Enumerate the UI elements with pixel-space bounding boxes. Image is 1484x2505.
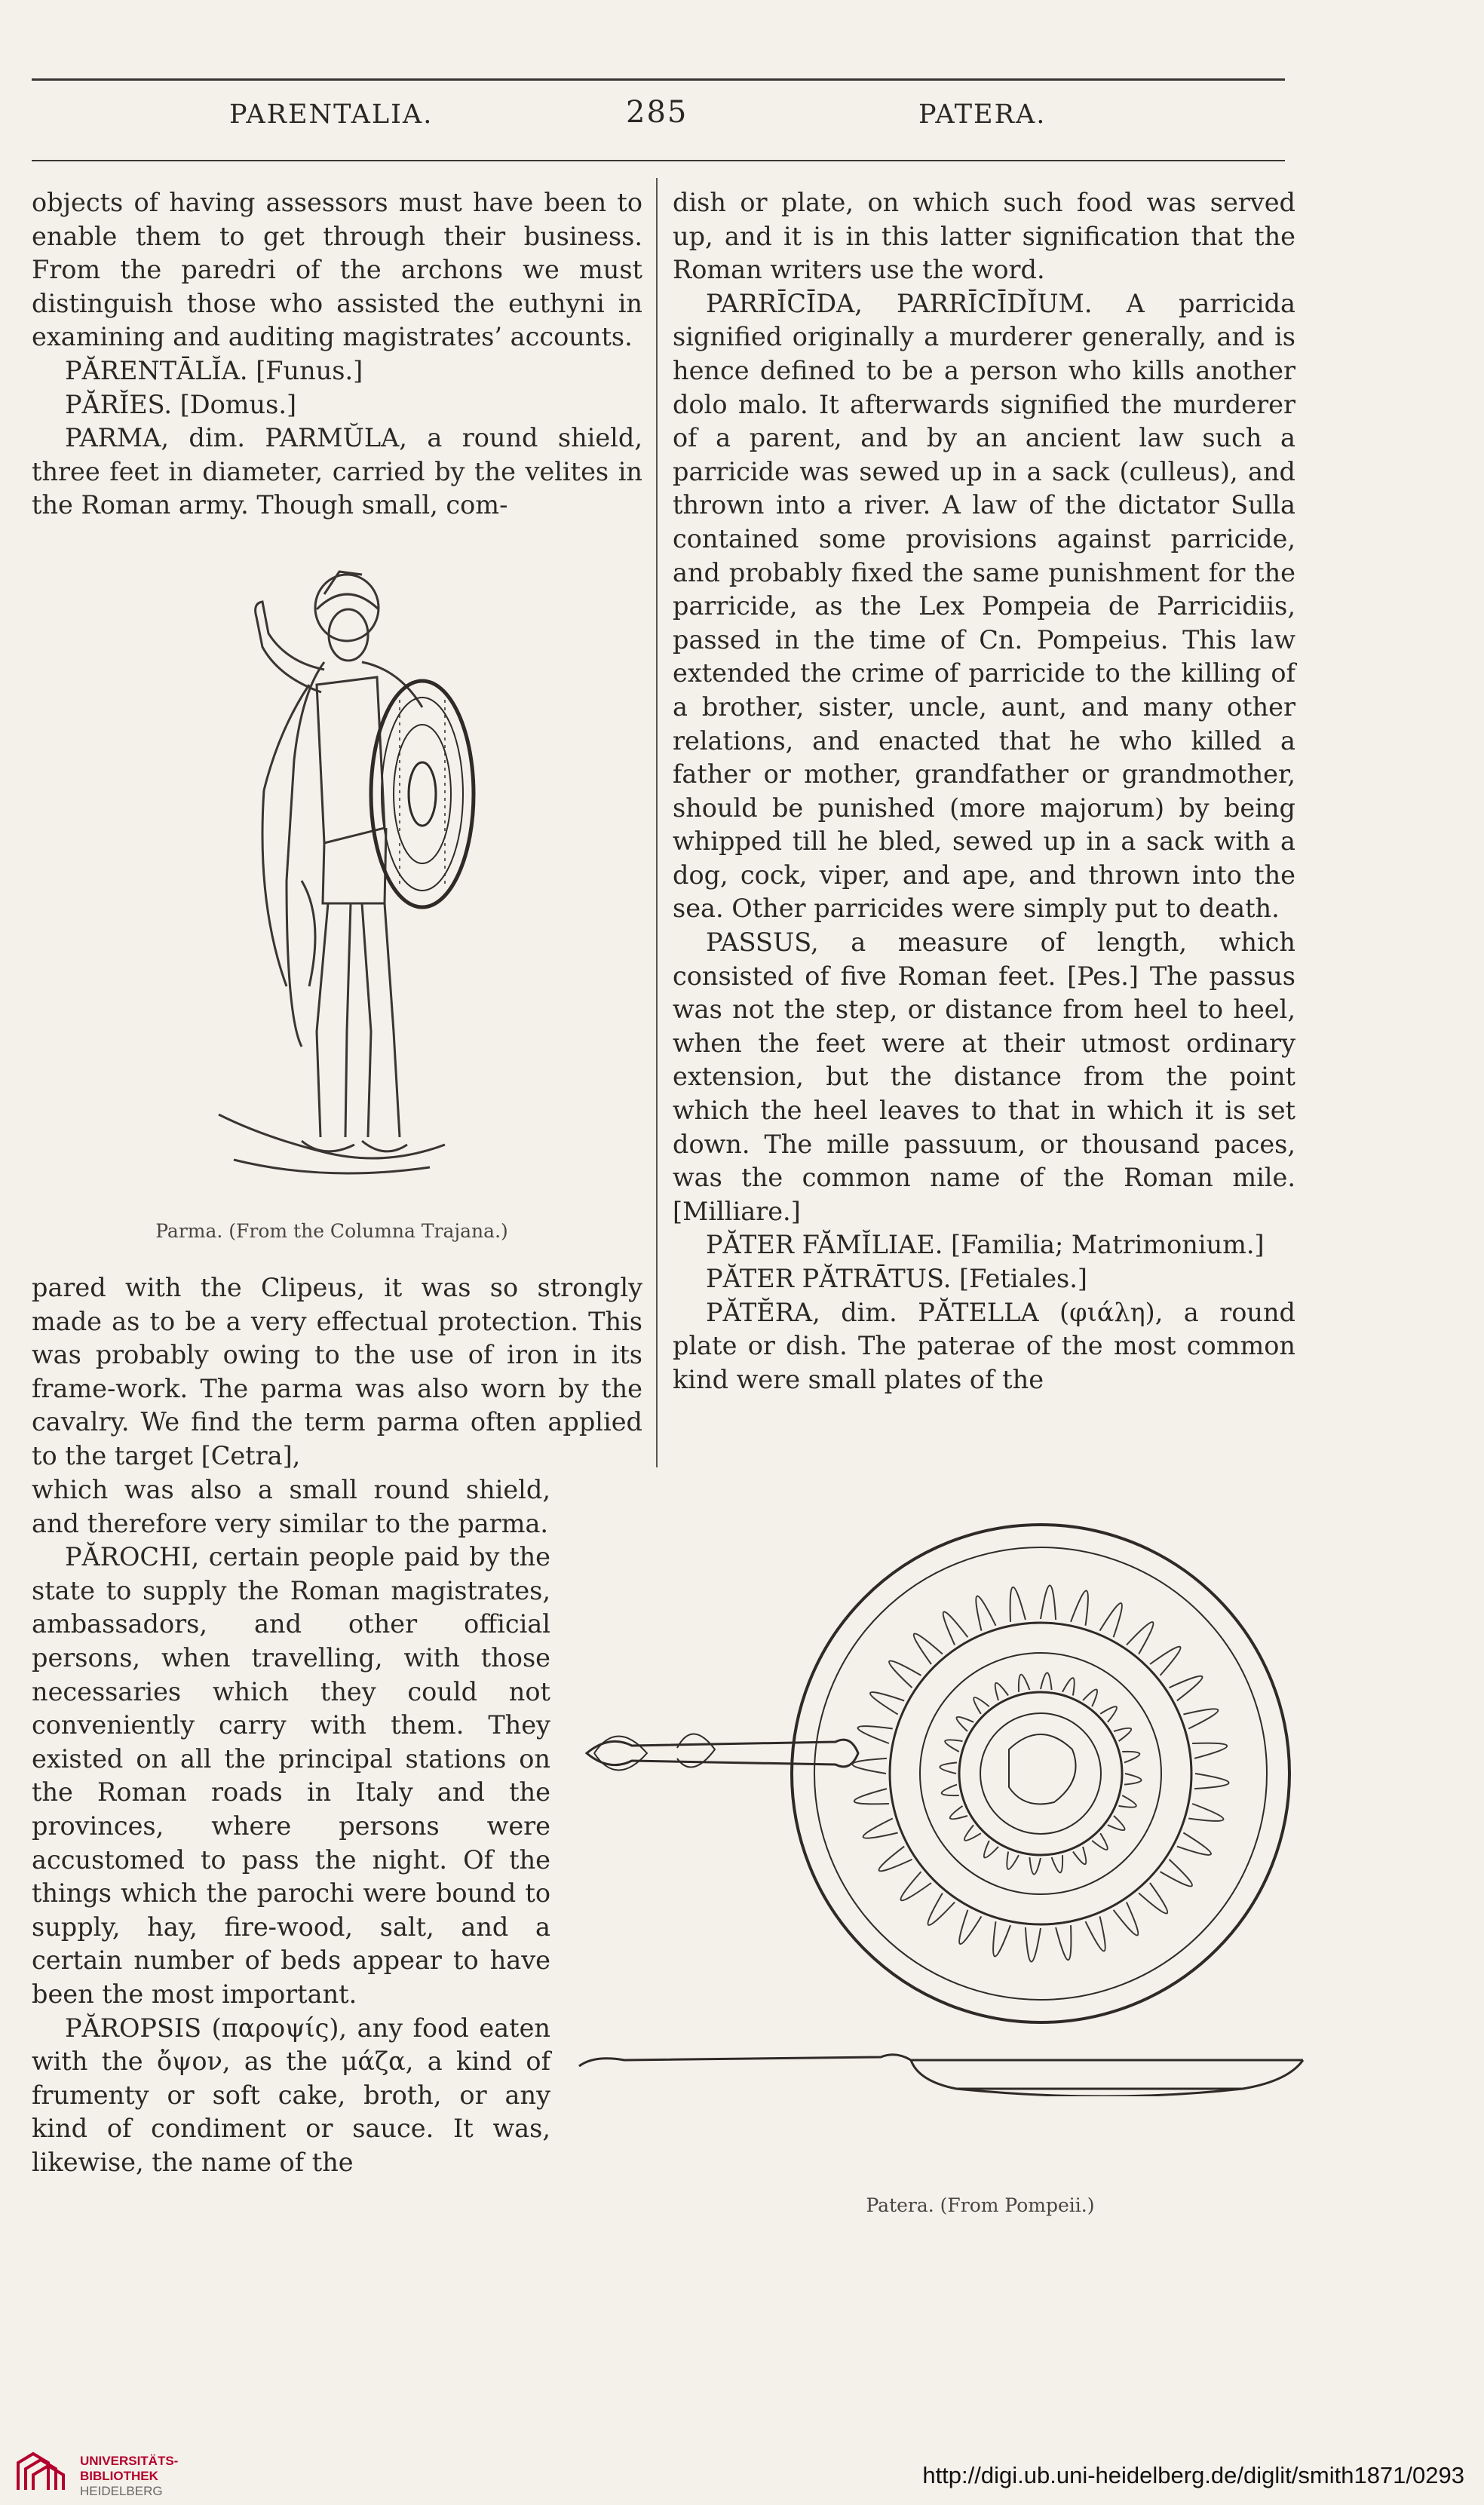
- paragraph-dish: dish or plate, on which such food was served up, and it is in this latter signification that the Roman writers use the word.: [673, 188, 1295, 285]
- helmet-shape: [315, 575, 379, 641]
- petal-stroke: [1124, 1774, 1142, 1785]
- petal-stroke: [1007, 1852, 1019, 1869]
- petal-stroke: [1052, 1855, 1063, 1872]
- entry-parma: PARMA, dim. PARMŬLA, a round shield, three feet in diameter, carried by the velites in the Roman army. Though small, com-: [32, 423, 642, 520]
- petal-stroke: [1100, 1603, 1122, 1637]
- petal-stroke: [950, 1806, 967, 1819]
- paragraph-parma-continued: pared with the Clipeus, it was so strongly made as to be a very effectual protection. This was probably owing to the use of iron in its frame-work. The parma was also worn by the cavalry. We find the term parma often applied to the target [Cetra],: [32, 1273, 642, 1470]
- entry-passus: PASSUS, a measure of length, which consisted of five Roman feet. [Pes.] The passus was not the step, or distance from heel to heel, when the feet were at their utmost ordinary extension, but the distance from the point which the heel leaves to that in which it is set down. The mille passuum, or thousand paces, was the common name of the Roman mile. [Milliare.]: [673, 927, 1295, 1226]
- entry-parochi: PĂROCHI, certain people paid by the state to supply the Roman magistrates, ambassadors, and other official persons, when travelling, with those necessaries which they could not conveniently carry with them. They existed on all the principal stations on the Roman roads in Italy and the provinces, where persons were accustomed to pass the night. Of the things which the parochi were bound to supply, hay, fire-wood, salt, and a certain number of beds appear to have been the most important.: [32, 1542, 550, 2009]
- petal-stroke: [1177, 1833, 1211, 1855]
- petal-stroke: [858, 1726, 893, 1743]
- petal-stroke: [959, 1910, 981, 1944]
- paragraph-parma-end: which was also a small round shield, and therefore very similar to the parma.: [32, 1475, 550, 1538]
- patera-side-view: [579, 2055, 1303, 2096]
- petal-stroke: [1119, 1795, 1136, 1807]
- petal-stroke: [863, 1819, 898, 1838]
- parma-figure-caption: Parma. (From the Columna Trajana.): [155, 1220, 508, 1242]
- entry-pater-familiae: PĂTER FĂMĬLIAE. [Familia; Matrimonium.]: [706, 1230, 1265, 1260]
- left-column-narrow: [32, 1473, 550, 2179]
- entry-parentalia: PĂRENTĀLĬA. [Funus.]: [65, 355, 363, 385]
- petal-stroke: [1192, 1743, 1227, 1758]
- petal-stroke: [900, 1872, 931, 1900]
- patera-figure-caption: Patera. (From Pompeii.): [866, 2194, 1095, 2216]
- petal-stroke: [914, 1633, 943, 1664]
- permalink-url[interactable]: http://digi.ub.uni-heidelberg.de/diglit/smith1871/0293: [922, 2462, 1464, 2488]
- library-logo-icon: [14, 2449, 74, 2494]
- petal-stroke: [1010, 1587, 1026, 1622]
- petal-stroke: [1026, 1927, 1041, 1962]
- petal-stroke: [1183, 1709, 1218, 1728]
- entry-paries: PĂRĬES. [Domus.]: [65, 389, 297, 419]
- library-logo-text: [80, 2454, 178, 2499]
- petal-stroke: [1073, 1847, 1086, 1864]
- right-column: [673, 186, 1295, 1397]
- petal-stroke: [1194, 1774, 1229, 1789]
- petal-stroke: [1188, 1804, 1223, 1821]
- petal-stroke: [854, 1789, 889, 1804]
- petal-stroke: [1041, 1673, 1052, 1690]
- petal-stroke: [942, 1785, 959, 1796]
- entry-patera: PĂTĔRA, dim. PĂTELLA (φιάλη), a round plate or dish. The paterae of the most common kind were small plates of the: [673, 1297, 1295, 1394]
- header-top-rule: [32, 78, 1285, 81]
- page-number: 285: [626, 95, 688, 130]
- column-divider: [656, 178, 658, 1467]
- petal-stroke: [993, 1921, 1010, 1956]
- petal-stroke: [1056, 1925, 1071, 1960]
- entry-pater-patratus: PĂTER PĂTRĀTUS. [Fetiales.]: [706, 1264, 1087, 1293]
- logo-line-1: UNIVERSITÄTS-: [80, 2454, 179, 2468]
- entry-paropsis: PĂROPSIS (παροψίς), any food eaten with the ὄψον, as the μάζα, a kind of frumenty or soft cake, broth, or any kind of condiment or sauce. It was, likewise, the name of the: [32, 2013, 550, 2177]
- logo-line-2: BIBLIOTHEK: [80, 2469, 158, 2483]
- petal-stroke: [940, 1762, 957, 1774]
- left-column-middle: [32, 1271, 642, 1473]
- petal-stroke: [995, 1683, 1008, 1700]
- header-bottom-rule: [32, 160, 1285, 161]
- petal-stroke: [1122, 1752, 1139, 1763]
- petal-stroke: [1062, 1678, 1075, 1695]
- petal-stroke: [1114, 1728, 1131, 1741]
- petal-stroke: [1114, 1903, 1139, 1936]
- left-column-top: [32, 186, 642, 523]
- patera-petals: [852, 1585, 1228, 1961]
- petal-stroke: [943, 1612, 968, 1645]
- parma-soldier-figure: [173, 564, 490, 1214]
- parma-shield: [371, 681, 474, 907]
- petal-stroke: [1170, 1676, 1203, 1701]
- petal-stroke: [1071, 1591, 1088, 1626]
- petal-stroke: [945, 1740, 962, 1752]
- petal-stroke: [928, 1893, 955, 1925]
- petal-stroke: [1041, 1585, 1056, 1620]
- entry-parricida: PARRĪCĪDA, PARRĪCĪDĬUM. A parricida signified originally a murderer generally, and is hence defined to be a person who kills another dolo malo. It afterwards signified the murderer of a parent, and by an ancient law such a parricide was sewed up in a sack (culleus), and thrown into a river. A law of the dictator Sulla contained some provisions against parricide, and probably fixed the same punishment for the parricide, as the Lex Pompeia de Parricidiis, passed in the time of Cn. Pompeius. This law extended the crime of parricide to the killing of a brother, sister, uncle, aunt, and many other relations, and enacted that he who killed a father or mother, grandfather or grandmother, should be punished (more majorum) by being whipped till he bled, sewed up in a sack with a dog, cock, viper, and ape, and thrown into the sea. Other parricides were simply put to death.: [673, 288, 1295, 924]
- petal-stroke: [1127, 1622, 1154, 1654]
- petal-stroke: [1150, 1647, 1181, 1676]
- petal-stroke: [870, 1692, 904, 1714]
- paragraph-objects: objects of having assessors must have been to enable them to get through their business. From the paredri of the archons we must distinguish those who assisted the euthyni in examining and auditing magistrates’ accounts.: [32, 188, 642, 352]
- patera-figure: [564, 1493, 1311, 2096]
- logo-line-3: HEIDELBERG: [80, 2484, 163, 2498]
- petal-stroke: [1019, 1675, 1030, 1692]
- petal-stroke: [1161, 1860, 1192, 1887]
- petal-stroke: [889, 1661, 921, 1688]
- running-head-left: PARENTALIA.: [229, 100, 434, 130]
- petal-stroke: [852, 1758, 887, 1774]
- running-head-right: PATERA.: [918, 100, 1047, 130]
- petal-stroke: [1139, 1883, 1167, 1914]
- petal-stroke: [976, 1596, 995, 1631]
- petal-stroke: [879, 1847, 912, 1872]
- petal-stroke: [1029, 1857, 1041, 1875]
- petal-stroke: [1086, 1916, 1105, 1951]
- patera-handle: [587, 1740, 858, 1767]
